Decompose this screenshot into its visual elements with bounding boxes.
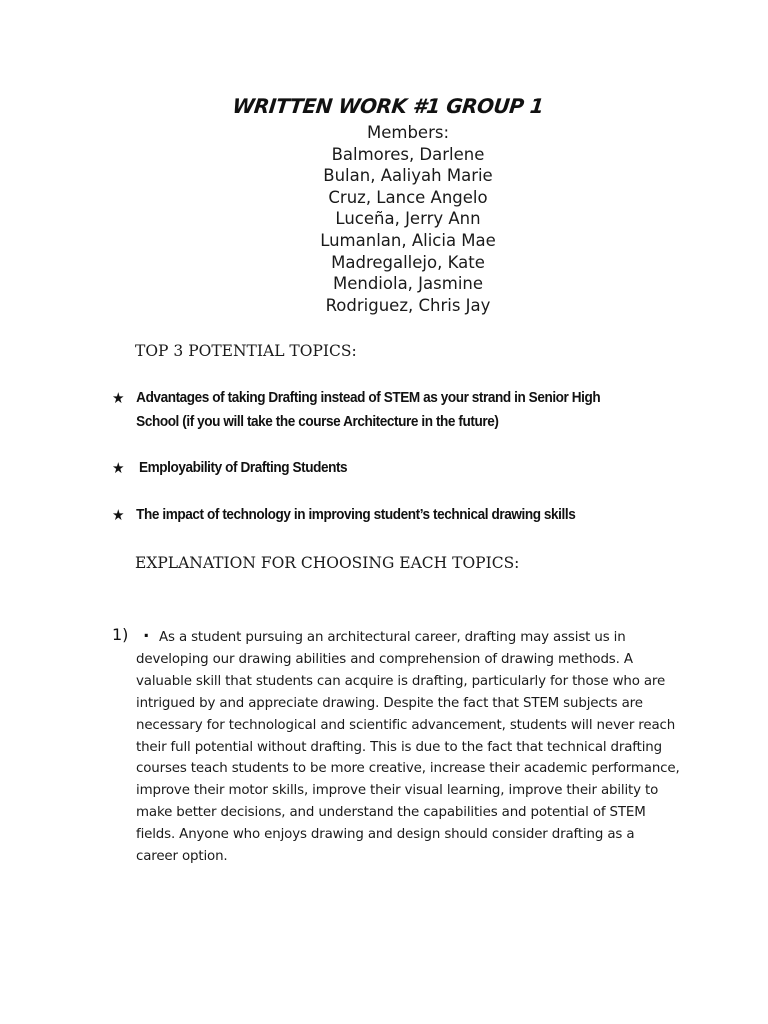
member-name: Luceña, Jerry Ann [335,209,481,229]
star-bullet-icon: ★ [112,459,125,477]
topics-heading: TOP 3 POTENTIAL TOPICS: [135,342,357,360]
document-title: WRITTEN WORK #1 GROUP 1 [231,94,545,118]
explanation-heading: EXPLANATION FOR CHOOSING EACH TOPICS: [135,554,520,572]
member-name: Balmores, Darlene [331,144,485,164]
topic-item [112,386,633,434]
member-name: Cruz, Lance Angelo [328,187,488,207]
topic-text: The impact of technology in improving student’s technical drawing skills [136,507,576,523]
member-name: Mendiola, Jasmine [332,274,484,294]
topic-text: Employability of Drafting Students [138,460,348,476]
star-bullet-icon: ★ [112,389,125,407]
explanation-marker: . [143,622,150,642]
star-bullet-icon: ★ [112,506,125,524]
explanation-paragraph: As a student pursuing an architectural career, drafting may assist us in developing our drawing abilities and comprehension of drawing methods. A valuable skill that students can acquire is drafting, particularly for those who are intrigued by and appreciate drawing. Despite the fact that STEM subjects are necessary for technological and scientific advancement, students will never reach their full potential without drafting. This is due to the fact that technical drafting courses teach students to be more creative, increase their academic performance, improve their motor skills, improve their visual learning, improve their ability to make better decisions, and understand the capabilities and potential of STEM fields. Anyone who enjoys drawing and design should consider drafting as a career option. [136,630,680,865]
topic-item [112,503,633,527]
member-name: Madregallejo, Kate [331,252,485,272]
members-block [0,122,768,316]
members-label: Members: [366,123,450,142]
member-name: Lumanlan, Alicia Mae [320,230,496,250]
topic-text: Advantages of taking Drafting instead of STEM as your strand in Senior High School (if you will take the course Architecture in the future) [136,390,601,430]
topic-item [112,456,633,480]
explanation-number: 1) [112,625,129,644]
member-name: Bulan, Aaliyah Marie [323,166,493,186]
member-name: Rodriguez, Chris Jay [325,295,491,315]
